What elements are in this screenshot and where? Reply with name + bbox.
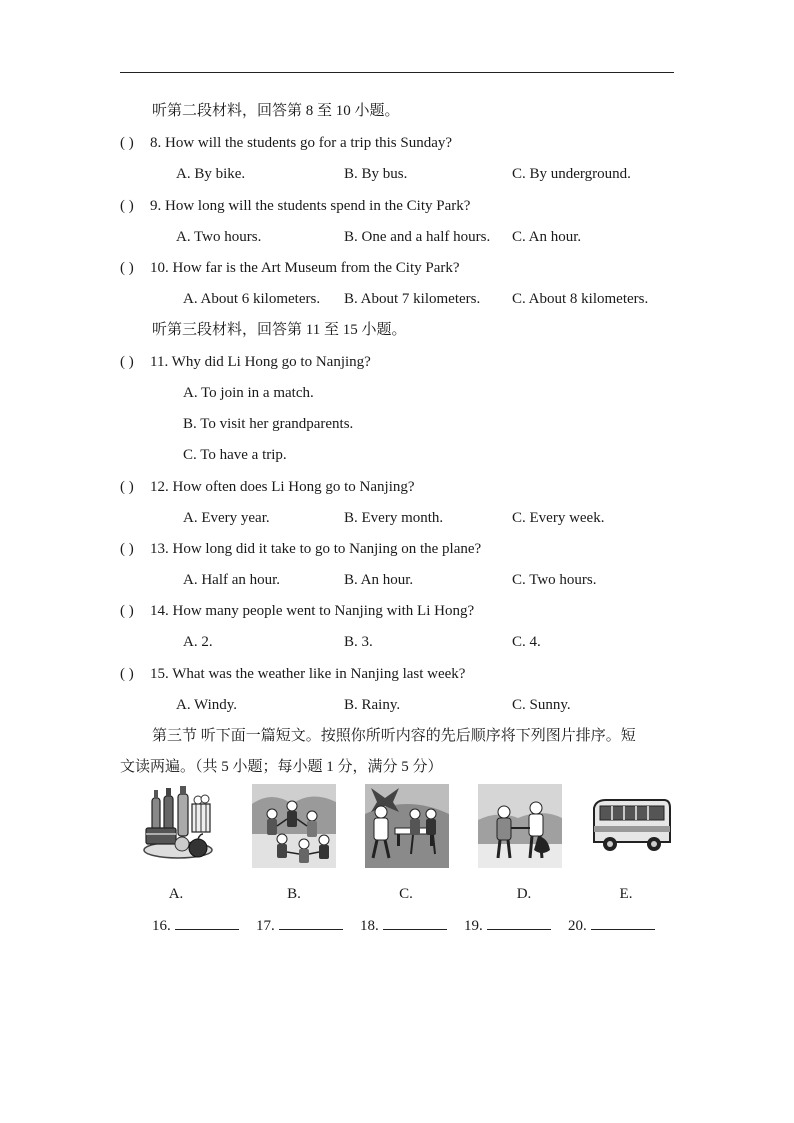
option-a: A. Windy. [176, 697, 238, 713]
answer-number: 16. [152, 918, 171, 934]
option-c: C. To have a trip. [183, 447, 287, 463]
answer-blank-18[interactable] [360, 915, 447, 936]
question-13 [120, 539, 481, 559]
answer-paren[interactable]: ( ) [120, 354, 134, 370]
answer-paren[interactable]: ( ) [120, 135, 134, 151]
question-9 [120, 196, 470, 216]
section-intro-2: 听第二段材料，回答第 8 至 10 小题。 [152, 103, 400, 119]
option-c: C. About 8 kilometers. [512, 291, 649, 307]
answer-number: 19. [464, 918, 483, 934]
option-c: C. Every week. [512, 510, 605, 526]
answer-blank-16[interactable] [152, 915, 239, 936]
section-3-instruction-line-1: 第三节 听下面一篇短文。按照你所听内容的先后顺序将下列图片排序。短 [152, 728, 636, 744]
answer-paren[interactable]: ( ) [120, 603, 134, 619]
blank-line[interactable] [591, 915, 655, 930]
food-drinks-icon [138, 784, 222, 868]
cleaning-up-icon [478, 784, 562, 868]
option-c: C. Two hours. [512, 572, 597, 588]
option-b: B. By bus. [344, 166, 408, 182]
option-a: A. Two hours. [176, 229, 262, 245]
answer-number: 18. [360, 918, 379, 934]
option-b: B. Rainy. [344, 697, 401, 713]
blank-line[interactable] [383, 915, 447, 930]
answer-blank-19[interactable] [464, 915, 551, 936]
option-a: A. 2. [183, 634, 213, 650]
option-b: B. 3. [344, 634, 373, 650]
answer-number: 17. [256, 918, 275, 934]
blank-line[interactable] [487, 915, 551, 930]
option-b: B. One and a half hours. [344, 229, 491, 245]
children-playing-icon [252, 784, 336, 868]
question-14 [120, 601, 474, 621]
option-c: C. By underground. [512, 166, 631, 182]
question-text: 9. How long will the students spend in the City Park? [150, 198, 471, 214]
answer-blank-20[interactable] [568, 915, 655, 936]
option-b: B. An hour. [344, 572, 414, 588]
answer-paren[interactable]: ( ) [120, 260, 134, 276]
answer-paren[interactable]: ( ) [120, 479, 134, 495]
option-a: A. About 6 kilometers. [183, 291, 321, 307]
option-a: A. Half an hour. [183, 572, 281, 588]
picture-letter-e: E. [619, 886, 633, 902]
answer-paren[interactable]: ( ) [120, 198, 134, 214]
option-b: B. About 7 kilometers. [344, 291, 481, 307]
option-b: B. Every month. [344, 510, 444, 526]
question-15 [120, 664, 465, 684]
answer-paren[interactable]: ( ) [120, 541, 134, 557]
question-12 [120, 477, 415, 497]
question-10 [120, 258, 460, 278]
question-text: 10. How far is the Art Museum from the City Park? [150, 260, 460, 276]
answer-paren[interactable]: ( ) [120, 666, 134, 682]
question-text: 11. Why did Li Hong go to Nanjing? [150, 354, 371, 370]
picture-letter-c: C. [399, 886, 413, 902]
option-a: A. Every year. [183, 510, 270, 526]
answer-number: 20. [568, 918, 587, 934]
bus-icon [588, 784, 672, 868]
blank-line[interactable] [175, 915, 239, 930]
question-8 [120, 133, 452, 153]
option-c: C. 4. [512, 634, 541, 650]
section-intro-3: 听第三段材料，回答第 11 至 15 小题。 [152, 322, 407, 338]
picture-letter-a: A. [168, 886, 184, 902]
picture-letter-b: B. [287, 886, 301, 902]
option-c: C. Sunny. [512, 697, 571, 713]
question-text: 8. How will the students go for a trip this Sunday? [150, 135, 453, 151]
option-c: C. An hour. [512, 229, 582, 245]
option-a: A. By bike. [176, 166, 246, 182]
question-text: 15. What was the weather like in Nanjing last week? [150, 666, 466, 682]
option-b: B. To visit her grandparents. [183, 416, 354, 432]
answer-blank-17[interactable] [256, 915, 343, 936]
family-in-park-icon [365, 784, 449, 868]
picture-letter-d: D. [516, 886, 532, 902]
question-text: 12. How often does Li Hong go to Nanjing? [150, 479, 415, 495]
question-11 [120, 352, 371, 372]
section-3-instruction-line-2: 文读两遍。（共 5 小题；每小题 1 分，满分 5 分） [120, 759, 443, 775]
question-text: 13. How long did it take to go to Nanjing on the plane? [150, 541, 482, 557]
option-a: A. To join in a match. [183, 385, 314, 401]
blank-line[interactable] [279, 915, 343, 930]
question-text: 14. How many people went to Nanjing with Li Hong? [150, 603, 475, 619]
header-rule [120, 72, 674, 73]
